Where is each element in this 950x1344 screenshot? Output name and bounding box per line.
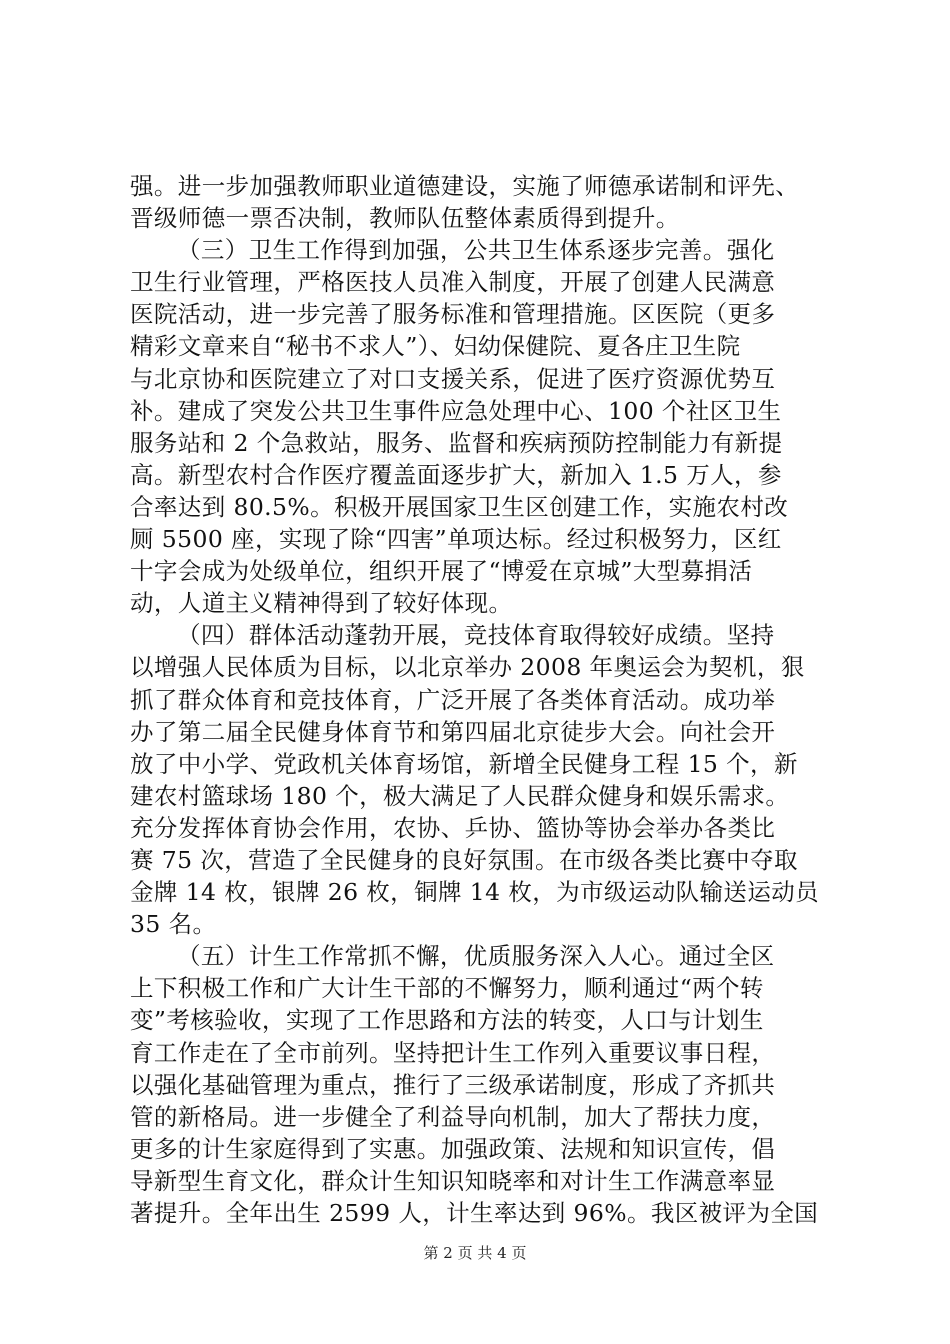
text-line: 高。新型农村合作医疗覆盖面逐步扩大，新加入 1.5 万人，参 (130, 460, 782, 489)
text-line: 晋级师德一票否决制，教师队伍整体素质得到提升。 (130, 204, 680, 233)
text-line: 更多的计生家庭得到了实惠。加强政策、法规和知识宣传，倡 (130, 1134, 776, 1163)
text-line: 建农村篮球场 180 个，极大满足了人民群众健身和娱乐需求。 (130, 781, 790, 810)
text-line: 补。建成了突发公共卫生事件应急处理中心、100 个社区卫生 (130, 396, 782, 425)
text-line: 上下积极工作和广大计生干部的不懈努力，顺利通过“两个转 (130, 974, 764, 1003)
text-line: 精彩文章来自“秘书不求人”）、妇幼保健院、夏各庄卫生院 (130, 332, 741, 361)
text-line: 变”考核验收，实现了工作思路和方法的转变，人口与计划生 (130, 1006, 764, 1035)
text-line: 35 名。 (130, 910, 217, 939)
page-footer: 第 2 页 共 4 页 (423, 1244, 527, 1262)
text-line: 育工作走在了全市前列。坚持把计生工作列入重要议事日程， (130, 1038, 776, 1067)
text-line: 合率达到 80.5%。积极开展国家卫生区创建工作，实施农村改 (130, 492, 789, 521)
text-line: 十字会成为处级单位，组织开展了“博爱在京城”大型募捐活 (130, 557, 753, 586)
text-line: 卫生行业管理，严格医技人员准入制度，开展了创建人民满意 (130, 268, 776, 297)
text-line: 金牌 14 枚，银牌 26 枚，铜牌 14 枚，为市级运动队输送运动员 (130, 878, 820, 907)
text-line: 厕 5500 座，实现了除“四害”单项达标。经过积极努力，区红 (130, 525, 782, 554)
paragraph-start-line: （四）群体活动蓬勃开展，竞技体育取得较好成绩。坚持 (177, 621, 775, 650)
text-line: 医院活动，进一步完善了服务标准和管理措施。区医院（更多 (130, 300, 776, 329)
paragraph-start-line: （五）计生工作常抓不懈，优质服务深入人心。通过全区 (177, 942, 775, 971)
text-line: 著提升。全年出生 2599 人，计生率达到 96%。我区被评为全国 (130, 1199, 819, 1227)
text-line: 强。进一步加强教师职业道德建设，实施了师德承诺制和评先、 (130, 172, 800, 200)
text-line: 导新型生育文化，群众计生知识知晓率和对计生工作满意率显 (130, 1166, 776, 1195)
text-line: 以强化基础管理为重点，推行了三级承诺制度，形成了齐抓共 (130, 1070, 776, 1099)
paragraph-start-line: （三）卫生工作得到加强，公共卫生体系逐步完善。强化 (177, 236, 775, 265)
text-line: 放了中小学、党政机关体育场馆，新增全民健身工程 15 个，新 (130, 749, 798, 778)
body-text (130, 170, 830, 1229)
text-line: 充分发挥体育协会作用，农协、乒协、篮协等协会举办各类比 (130, 813, 776, 842)
text-line: 动，人道主义精神得到了较好体现。 (130, 589, 513, 618)
text-line: 服务站和 2 个急救站，服务、监督和疾病预防控制能力有新提 (130, 428, 783, 457)
text-line: 以增强人民体质为目标，以北京举办 2008 年奥运会为契机，狠 (130, 653, 805, 682)
text-line: 管的新格局。进一步健全了利益导向机制，加大了帮扶力度， (130, 1102, 776, 1131)
text-line: 赛 75 次，营造了全民健身的良好氛围。在市级各类比赛中夺取 (130, 845, 798, 874)
text-line: 抓了群众体育和竞技体育，广泛开展了各类体育活动。成功举 (130, 685, 776, 714)
text-line: 办了第二届全民健身体育节和第四届北京徒步大会。向社会开 (130, 717, 776, 746)
text-line: 与北京协和医院建立了对口支援关系，促进了医疗资源优势互 (130, 364, 776, 393)
